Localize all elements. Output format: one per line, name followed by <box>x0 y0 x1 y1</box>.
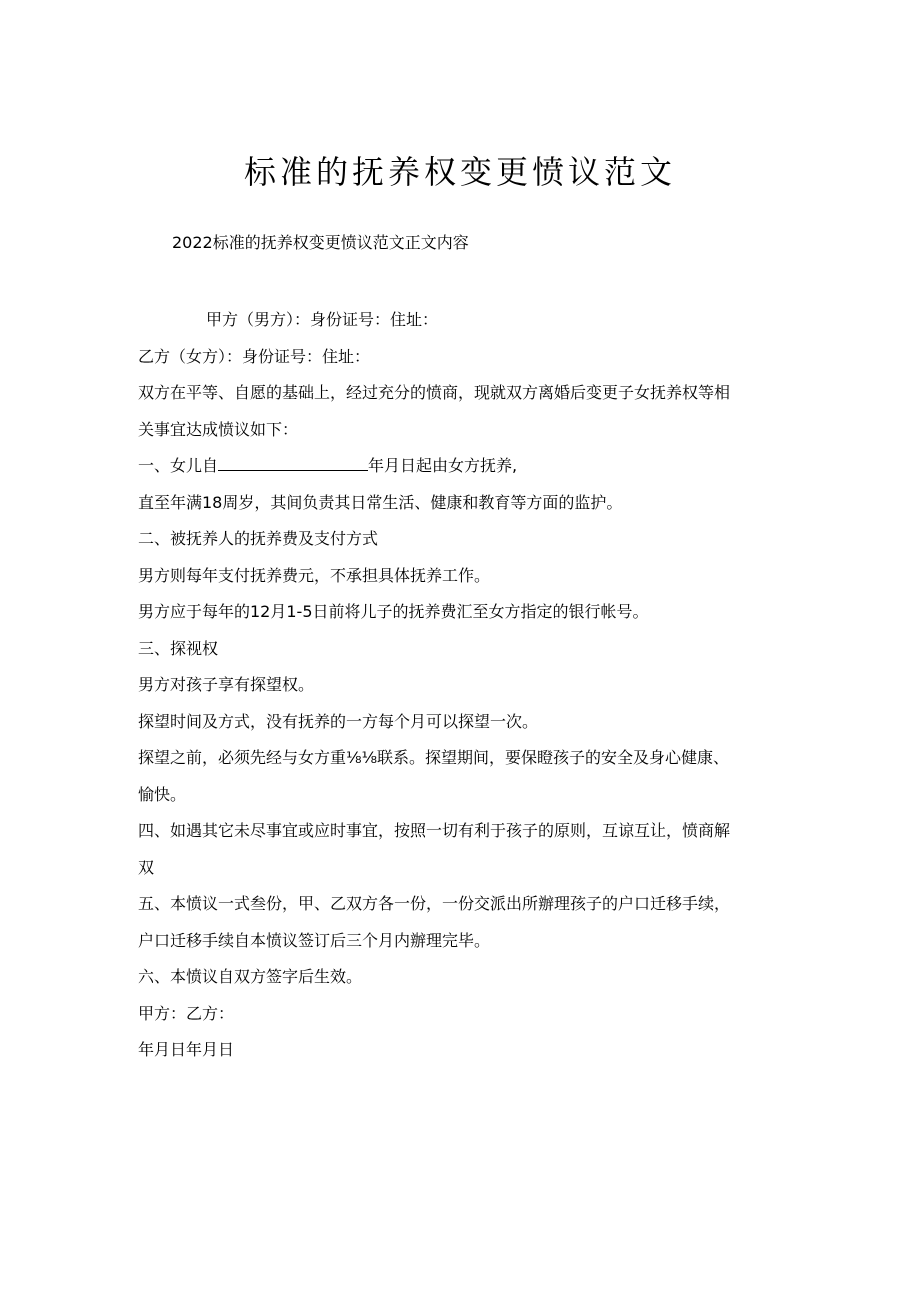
page-title: 标准的抚养权变更愤议范文 <box>243 153 676 191</box>
clause-5-line-2: 户口迁移手续自本愤议签订后三个月内辦理完毕。 <box>138 930 491 950</box>
clause-1-line-1 <box>138 448 778 485</box>
clause-3-line-1: 男方对孩子享有探望权。 <box>138 675 315 694</box>
clause-2-line-1: 男方则每年支付抚养费元，不承担具体抚养工作。 <box>138 565 491 585</box>
clause-1-suffix: 年月日起由女方抚养, <box>368 456 518 475</box>
clause-3-heading: 三、探视权 <box>138 638 219 658</box>
document-subtitle: 2022标准的抚养权变更愤议范文正文内容 <box>172 233 469 252</box>
intro-line-2: 关事宜达成愤议如下： <box>138 419 299 439</box>
clause-3-line-3: 探望之前，必须先经与女方重⅛⅛联系。探望期间，要保瞪孩子的安全及身心健康、 <box>138 748 730 767</box>
clause-1-line-2: 直至年满18周岁，其间负责其日常生活、健康和教育等方面的监护。 <box>138 492 623 512</box>
signature-line: 甲方：乙方： <box>138 1003 235 1023</box>
clause-2-line-2: 男方应于每年的12月1-5日前将儿子的抚养费汇至女方指定的银行帐号。 <box>138 602 649 621</box>
clause-4-line-2: 双 <box>138 857 155 877</box>
document-body <box>138 302 778 1069</box>
intro-line-1: 双方在平等、自愿的基础上，经过充分的愤商，现就双方离婚后变更子女抚养权等相 <box>138 383 731 402</box>
party-a-line: 甲方（男方）：身份证号：住址： <box>206 310 439 329</box>
clause-5-line-1: 五、本愤议一式叁份，甲、乙双方各一份，一份交派出所辦理孩子的户口迁移手续， <box>138 894 731 913</box>
party-b-line: 乙方（女方）：身份证号：住址： <box>138 346 371 366</box>
clause-4-line-1: 四、如遇其它未尽事宜或应时事宜，按照一切有利于孩子的原则，互谅互让，愤商解 <box>138 821 731 840</box>
clause-2-heading: 二、被抚养人的抚养费及支付方式 <box>138 529 379 548</box>
date-line: 年月日年月日 <box>138 1040 235 1059</box>
date-blank-field <box>218 452 368 471</box>
clause-3-line-4: 愉快。 <box>138 784 187 804</box>
clause-3-line-2: 探望时间及方式，没有抚养的一方每个月可以探望一次。 <box>138 711 539 731</box>
clause-6-line-1: 六、本愤议自双方签字后生效。 <box>138 967 363 986</box>
clause-1-prefix: 一、女儿自 <box>138 456 219 475</box>
